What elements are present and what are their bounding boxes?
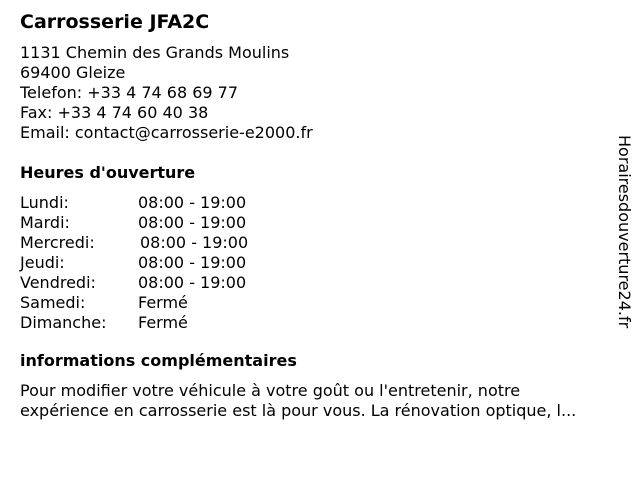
day-label: Dimanche: [20, 313, 107, 332]
day-hours: 08:00 - 19:00 [138, 213, 247, 232]
business-card [20, 10, 610, 421]
hours-row-vendredi [20, 273, 610, 293]
hours-row-mardi [20, 213, 610, 233]
additional-info-heading: informations complémentaires [20, 351, 297, 370]
address-line-1: 1131 Chemin des Grands Moulins [20, 43, 290, 62]
day-label: Samedi: [20, 293, 86, 312]
business-name: Carrosserie JFA2C [20, 11, 210, 33]
hours-row-mercredi [20, 233, 610, 253]
fax-number: Fax: +33 4 74 60 40 38 [20, 103, 209, 122]
day-label: Vendredi: [20, 273, 96, 292]
day-hours: 08:00 - 19:00 [138, 193, 247, 212]
day-label: Lundi: [20, 193, 69, 212]
day-hours: Fermé [138, 313, 188, 332]
opening-hours-list [20, 193, 610, 333]
day-hours: Fermé [138, 293, 188, 312]
phone-number: Telefon: +33 4 74 68 69 77 [20, 83, 239, 102]
day-label: Jeudi: [20, 253, 65, 272]
day-hours: 08:00 - 19:00 [138, 253, 247, 272]
info-text-line-1: Pour modifier votre véhicule à votre goût ou l'entretenir, notre [20, 381, 521, 400]
site-watermark: Horairesdouverture24.fr [615, 135, 634, 329]
info-text-line-2: expérience en carrosserie est là pour vous. La rénovation optique, l... [20, 401, 577, 420]
day-label: Mercredi: [20, 233, 95, 252]
day-label: Mardi: [20, 213, 70, 232]
hours-row-jeudi [20, 253, 610, 273]
hours-row-dimanche [20, 313, 610, 333]
hours-row-lundi [20, 193, 610, 213]
address-line-2: 69400 Gleize [20, 63, 126, 82]
email-address: Email: contact@carrosserie-e2000.fr [20, 123, 313, 142]
opening-hours-heading: Heures d'ouverture [20, 163, 196, 182]
additional-info-text [20, 381, 630, 421]
hours-row-samedi [20, 293, 610, 313]
day-hours: 08:00 - 19:00 [140, 233, 249, 252]
day-hours: 08:00 - 19:00 [138, 273, 247, 292]
